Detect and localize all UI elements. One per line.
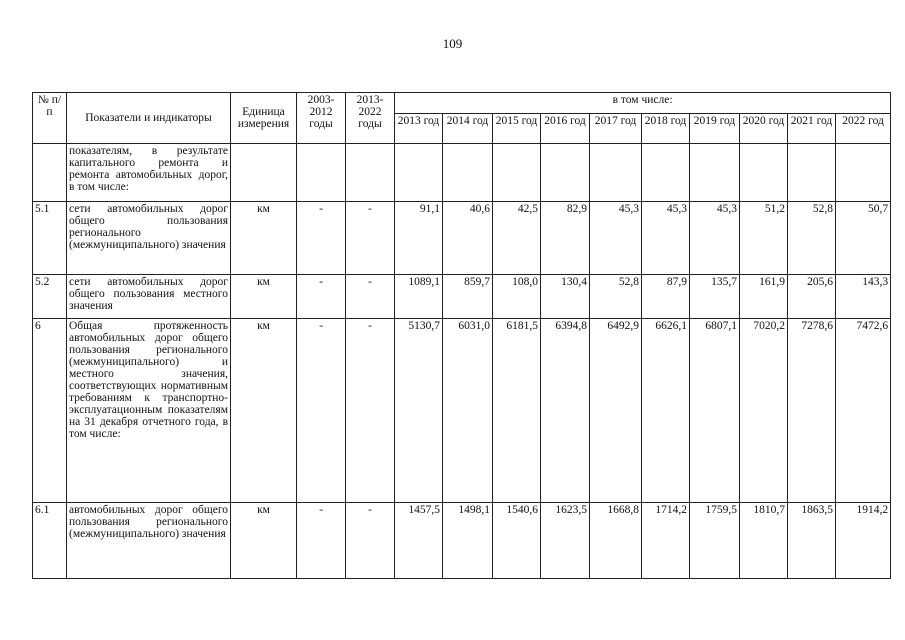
- row-value: 6626,1: [642, 319, 690, 503]
- page-number: 109: [442, 36, 463, 51]
- row-num: 5.1: [33, 202, 67, 275]
- row-value: 1623,5: [541, 503, 590, 579]
- row-value: 42,5: [493, 202, 541, 275]
- header-num: № п/п: [33, 93, 67, 144]
- row-value: [493, 144, 541, 202]
- row-value: 6492,9: [590, 319, 642, 503]
- row-value: 1457,5: [395, 503, 443, 579]
- row-value: 40,6: [443, 202, 493, 275]
- row-value: 45,3: [690, 202, 740, 275]
- row-indicator: сети автомобильных дорог общего пользования местного значения: [67, 275, 231, 319]
- row-value: 1498,1: [443, 503, 493, 579]
- row-value: 91,1: [395, 202, 443, 275]
- row-value: 1540,6: [493, 503, 541, 579]
- header-indicators: Показатели и индикаторы: [67, 93, 231, 144]
- row-indicator: сети автомобильных дорог общего пользования регионального (межмуниципального) значения: [67, 202, 231, 275]
- row-period1: -: [297, 503, 346, 579]
- row-value: 1668,8: [590, 503, 642, 579]
- row-period2: [346, 144, 395, 202]
- row-period2: -: [346, 275, 395, 319]
- row-unit: км: [231, 503, 297, 579]
- row-unit: км: [231, 202, 297, 275]
- row-value: 51,2: [740, 202, 788, 275]
- row-value: 7278,6: [788, 319, 836, 503]
- row-unit: км: [231, 319, 297, 503]
- header-including: в том числе:: [395, 93, 891, 114]
- row-value: 45,3: [642, 202, 690, 275]
- row-value: [642, 144, 690, 202]
- row-value: 7020,2: [740, 319, 788, 503]
- row-value: [788, 144, 836, 202]
- header-year: 2018 год: [642, 114, 690, 144]
- header-year: 2019 год: [690, 114, 740, 144]
- table-row: [33, 503, 891, 579]
- header-year: 2013 год: [395, 114, 443, 144]
- table-row: [33, 144, 891, 202]
- row-period1: -: [297, 202, 346, 275]
- row-period2: -: [346, 202, 395, 275]
- row-value: [541, 144, 590, 202]
- row-value: 87,9: [642, 275, 690, 319]
- header-year: 2020 год: [740, 114, 788, 144]
- header-period-2003-2012: 2003-2012 годы: [297, 93, 346, 144]
- row-period1: -: [297, 319, 346, 503]
- row-value: 1914,2: [836, 503, 891, 579]
- row-period1: [297, 144, 346, 202]
- row-value: 161,9: [740, 275, 788, 319]
- header-year: 2021 год: [788, 114, 836, 144]
- row-indicator: показателям, в результате капитального ремонта и ремонта автомобильных дорог, в том числе:: [67, 144, 231, 202]
- header-period-2013-2022: 2013-2022 годы: [346, 93, 395, 144]
- row-value: 6031,0: [443, 319, 493, 503]
- header-unit: Единица измерения: [231, 93, 297, 144]
- row-period2: -: [346, 503, 395, 579]
- row-value: 205,6: [788, 275, 836, 319]
- header-year: 2014 год: [443, 114, 493, 144]
- row-value: [590, 144, 642, 202]
- row-value: 52,8: [590, 275, 642, 319]
- row-value: [443, 144, 493, 202]
- table-row: [33, 319, 891, 503]
- row-value: 859,7: [443, 275, 493, 319]
- row-num: 5.2: [33, 275, 67, 319]
- row-num: 6.1: [33, 503, 67, 579]
- row-value: 1863,5: [788, 503, 836, 579]
- header-year: 2017 год: [590, 114, 642, 144]
- row-value: 6807,1: [690, 319, 740, 503]
- row-value: [690, 144, 740, 202]
- row-period1: -: [297, 275, 346, 319]
- row-value: 1810,7: [740, 503, 788, 579]
- row-value: [395, 144, 443, 202]
- header-year: 2015 год: [493, 114, 541, 144]
- row-value: 108,0: [493, 275, 541, 319]
- row-value: 1714,2: [642, 503, 690, 579]
- row-indicator: Общая протяженность автомобильных дорог общего пользования регионального (межмуниципального) и местного значения, соответствующих нормативным требованиям к транспортно-эксплуатационным показателям на 31 декабря отчетного года, в том числе:: [67, 319, 231, 503]
- row-value: 6181,5: [493, 319, 541, 503]
- row-period2: -: [346, 319, 395, 503]
- row-value: 143,3: [836, 275, 891, 319]
- table-row: [33, 202, 891, 275]
- row-value: 1759,5: [690, 503, 740, 579]
- header-year: 2022 год: [836, 114, 891, 144]
- row-value: 50,7: [836, 202, 891, 275]
- row-indicator: автомобильных дорог общего пользования регионального (межмуниципального) значения: [67, 503, 231, 579]
- row-value: 52,8: [788, 202, 836, 275]
- row-value: [740, 144, 788, 202]
- row-value: 45,3: [590, 202, 642, 275]
- row-num: 6: [33, 319, 67, 503]
- row-value: [836, 144, 891, 202]
- row-value: 5130,7: [395, 319, 443, 503]
- row-unit: [231, 144, 297, 202]
- row-value: 6394,8: [541, 319, 590, 503]
- table-row: [33, 275, 891, 319]
- row-value: 1089,1: [395, 275, 443, 319]
- row-value: 135,7: [690, 275, 740, 319]
- row-unit: км: [231, 275, 297, 319]
- row-num: [33, 144, 67, 202]
- indicators-table: [32, 92, 891, 579]
- row-value: 82,9: [541, 202, 590, 275]
- header-year: 2016 год: [541, 114, 590, 144]
- row-value: 130,4: [541, 275, 590, 319]
- row-value: 7472,6: [836, 319, 891, 503]
